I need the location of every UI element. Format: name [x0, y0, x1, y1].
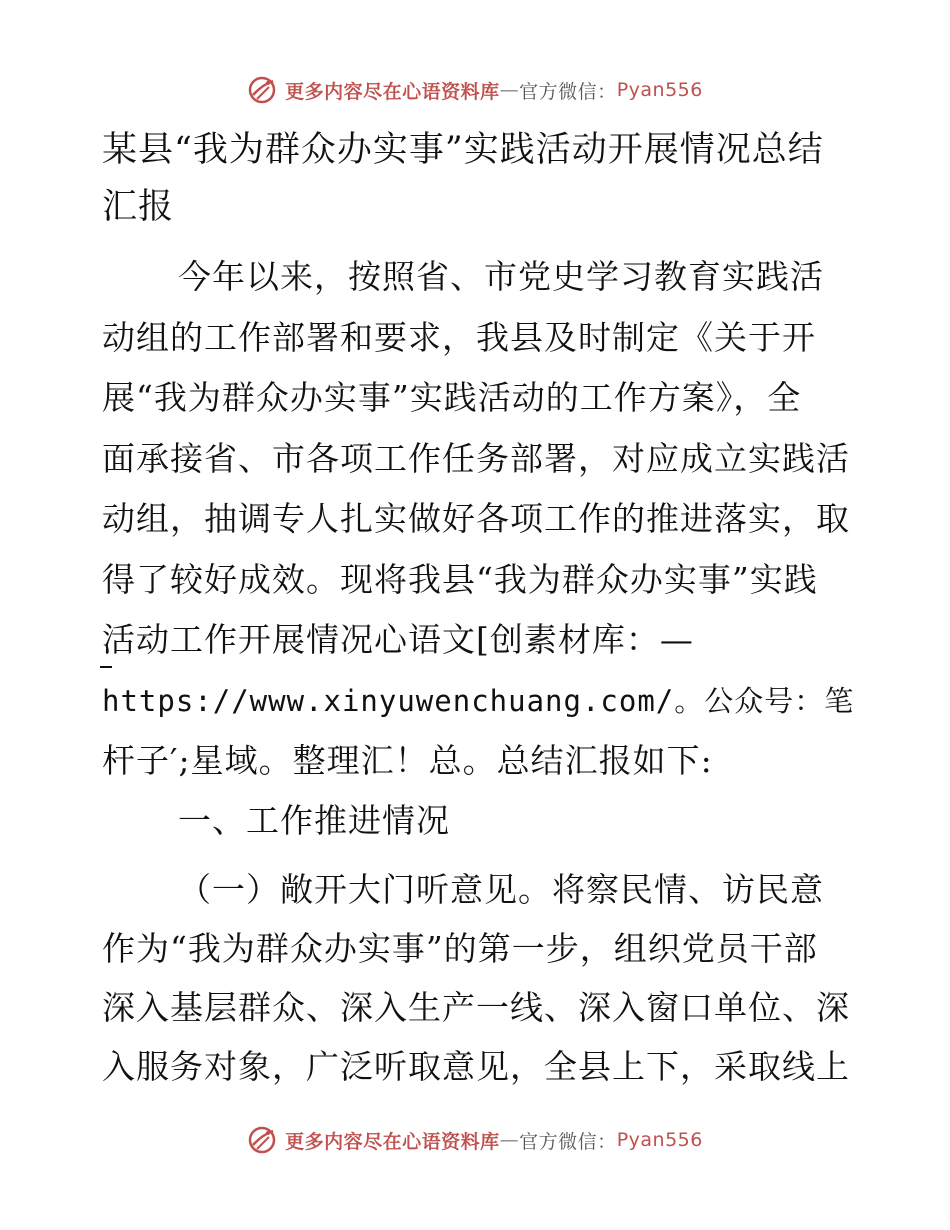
brand-logo-icon: [247, 75, 277, 105]
paragraph-line: 入服务对象，广泛听取意见，全县上下，采取线上: [102, 1047, 850, 1086]
paragraph-line: 杆子′;星域。整理汇！总。总结汇报如下:: [102, 741, 713, 780]
stray-mark: [100, 666, 112, 668]
paragraph-line: 活动工作开展情况心语文[创素材库：—: [102, 620, 694, 659]
banner-brand-text: 更多内容尽在心语资料库: [285, 1130, 500, 1153]
banner-label: 官方微信：: [519, 1130, 617, 1153]
banner-label: 官方微信：: [519, 80, 617, 103]
paragraph-line-url: https://www.xinyuwenchuang.com/。公众号：笔: [102, 683, 855, 718]
banner-wechat-id: Pyan556: [616, 1129, 703, 1151]
section-heading: 一、工作推进情况: [178, 801, 450, 840]
paragraph-line: 深入基层群众、深入生产一线、深入窗口单位、深: [102, 988, 850, 1027]
paragraph-section-1: [102, 860, 850, 1096]
footer-banner: [0, 1120, 950, 1160]
title-line-1: 某县“我为群众办实事”实践活动开展情况总结: [102, 130, 824, 170]
banner-dash: —: [499, 79, 520, 101]
brand-logo-icon: [247, 1125, 277, 1155]
paragraph-line: 得了较好成效。现将我县“我为群众办实事”实践: [102, 559, 818, 599]
paragraph-line: 今年以来，按照省、市党史学习教育实践活: [178, 257, 824, 296]
banner-brand-text: 更多内容尽在心语资料库: [285, 80, 500, 103]
paragraph-line: 展“我为群众办实事”实践活动的工作方案》，全: [102, 378, 802, 417]
paragraph-line: 动组，抽调专人扎实做好各项工作的推进落实，取: [102, 499, 850, 538]
title-line-2: 汇报: [102, 187, 175, 227]
paragraph-line: 面承接省、市各项工作任务部署，对应成立实践活: [102, 438, 850, 478]
banner-dash: —: [499, 1129, 520, 1151]
paragraph-line: 作为“我为群众办实事”的第一步，组织党员干部: [102, 929, 818, 968]
banner-wechat-id: Pyan556: [616, 79, 703, 101]
paragraph-line: （一）敞开大门听意见。将察民情、访民意: [178, 870, 824, 909]
paragraph-line: 动组的工作部署和要求，我县及时制定《关于开: [102, 317, 816, 357]
document-title: [102, 122, 842, 236]
paragraph-intro: [102, 247, 855, 792]
header-banner: [0, 70, 950, 110]
